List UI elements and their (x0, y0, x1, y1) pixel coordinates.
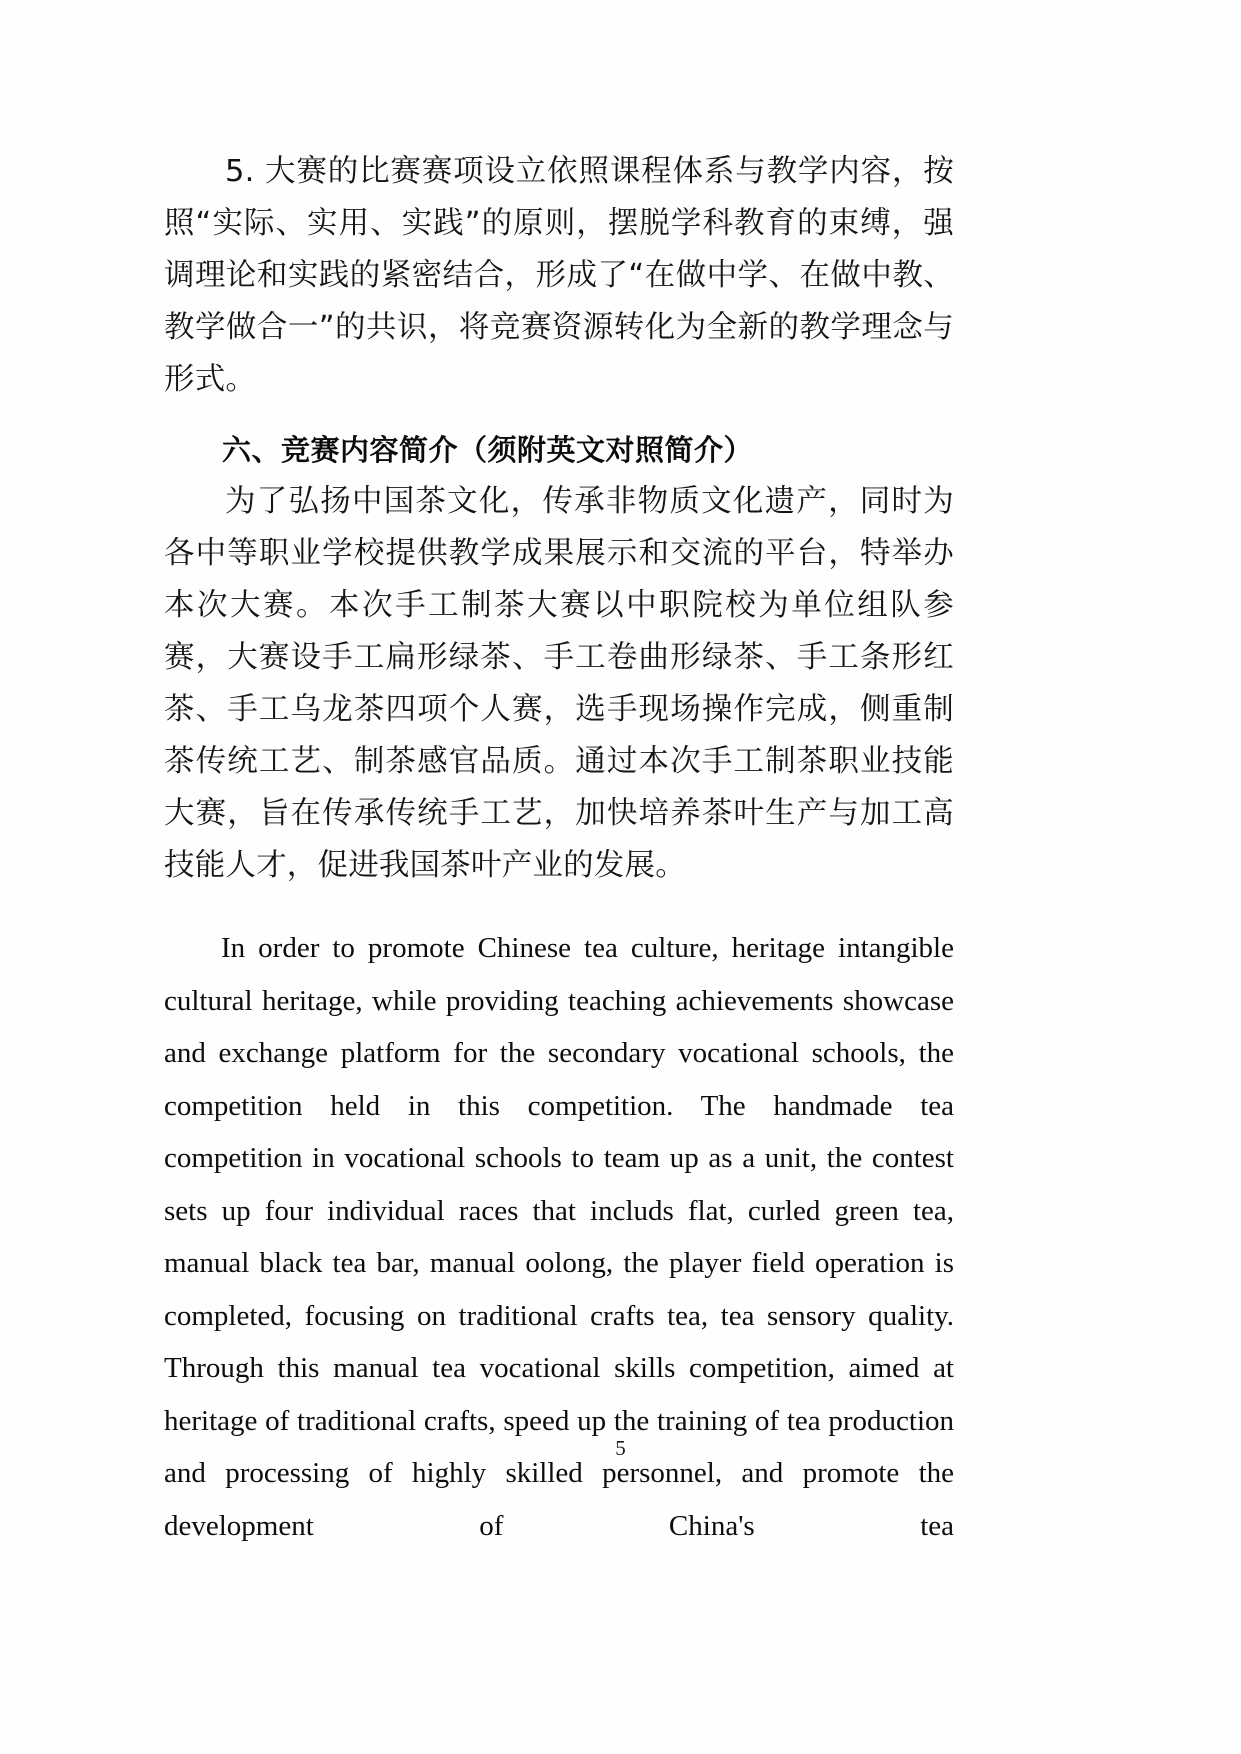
paragraph-english-intro: In order to promote Chinese tea culture, heritage intangible cultural heritage, while providing teaching achievements showcase and exchange platform for the secondary vocational schools, the competition held in this competition. The handmade tea competition in vocational schools to team up as a unit, the contest sets up four individual races that includs flat, curled green tea, manual black tea bar, manual oolong, the player field operation is completed, focusing on traditional crafts tea, tea sensory quality. Through this manual tea vocational skills competition, aimed at heritage of traditional crafts, speed up the training of tea production and processing of highly skilled personnel, and promote the development of China's tea (164, 932, 954, 1542)
page-number: 5 (615, 1436, 626, 1460)
spacer-before-english (164, 892, 954, 922)
spacer-after-item5 (164, 406, 954, 424)
page-content (164, 0, 954, 1605)
paragraph-item-5: 5. 大赛的比赛赛项设立依照课程体系与教学内容，按照“实际、实用、实践”的原则，摆脱学科教育的束缚，强调理论和实践的紧密结合，形成了“在做中学、在做中教、教学做合一”的共识，将竞赛资源转化为全新的教学理念与形式。 (164, 154, 954, 397)
paragraph-chinese-intro: 为了弘扬中国茶文化，传承非物质文化遗产，同时为各中等职业学校提供教学成果展示和交流的平台，特举办本次大赛。本次手工制茶大赛以中职院校为单位组队参赛，大赛设手工扁形绿茶、手工卷曲形绿茶、手工条形红茶、手工乌龙茶四项个人赛，选手现场操作完成，侧重制茶传统工艺、制茶感官品质。通过本次手工制茶职业技能大赛，旨在传承传统手工艺，加快培养茶叶生产与加工高技能人才，促进我国茶叶产业的发展。 (164, 484, 954, 883)
top-spacer (164, 0, 954, 146)
section-heading-six: 六、竞赛内容简介（须附英文对照简介） (222, 433, 754, 467)
